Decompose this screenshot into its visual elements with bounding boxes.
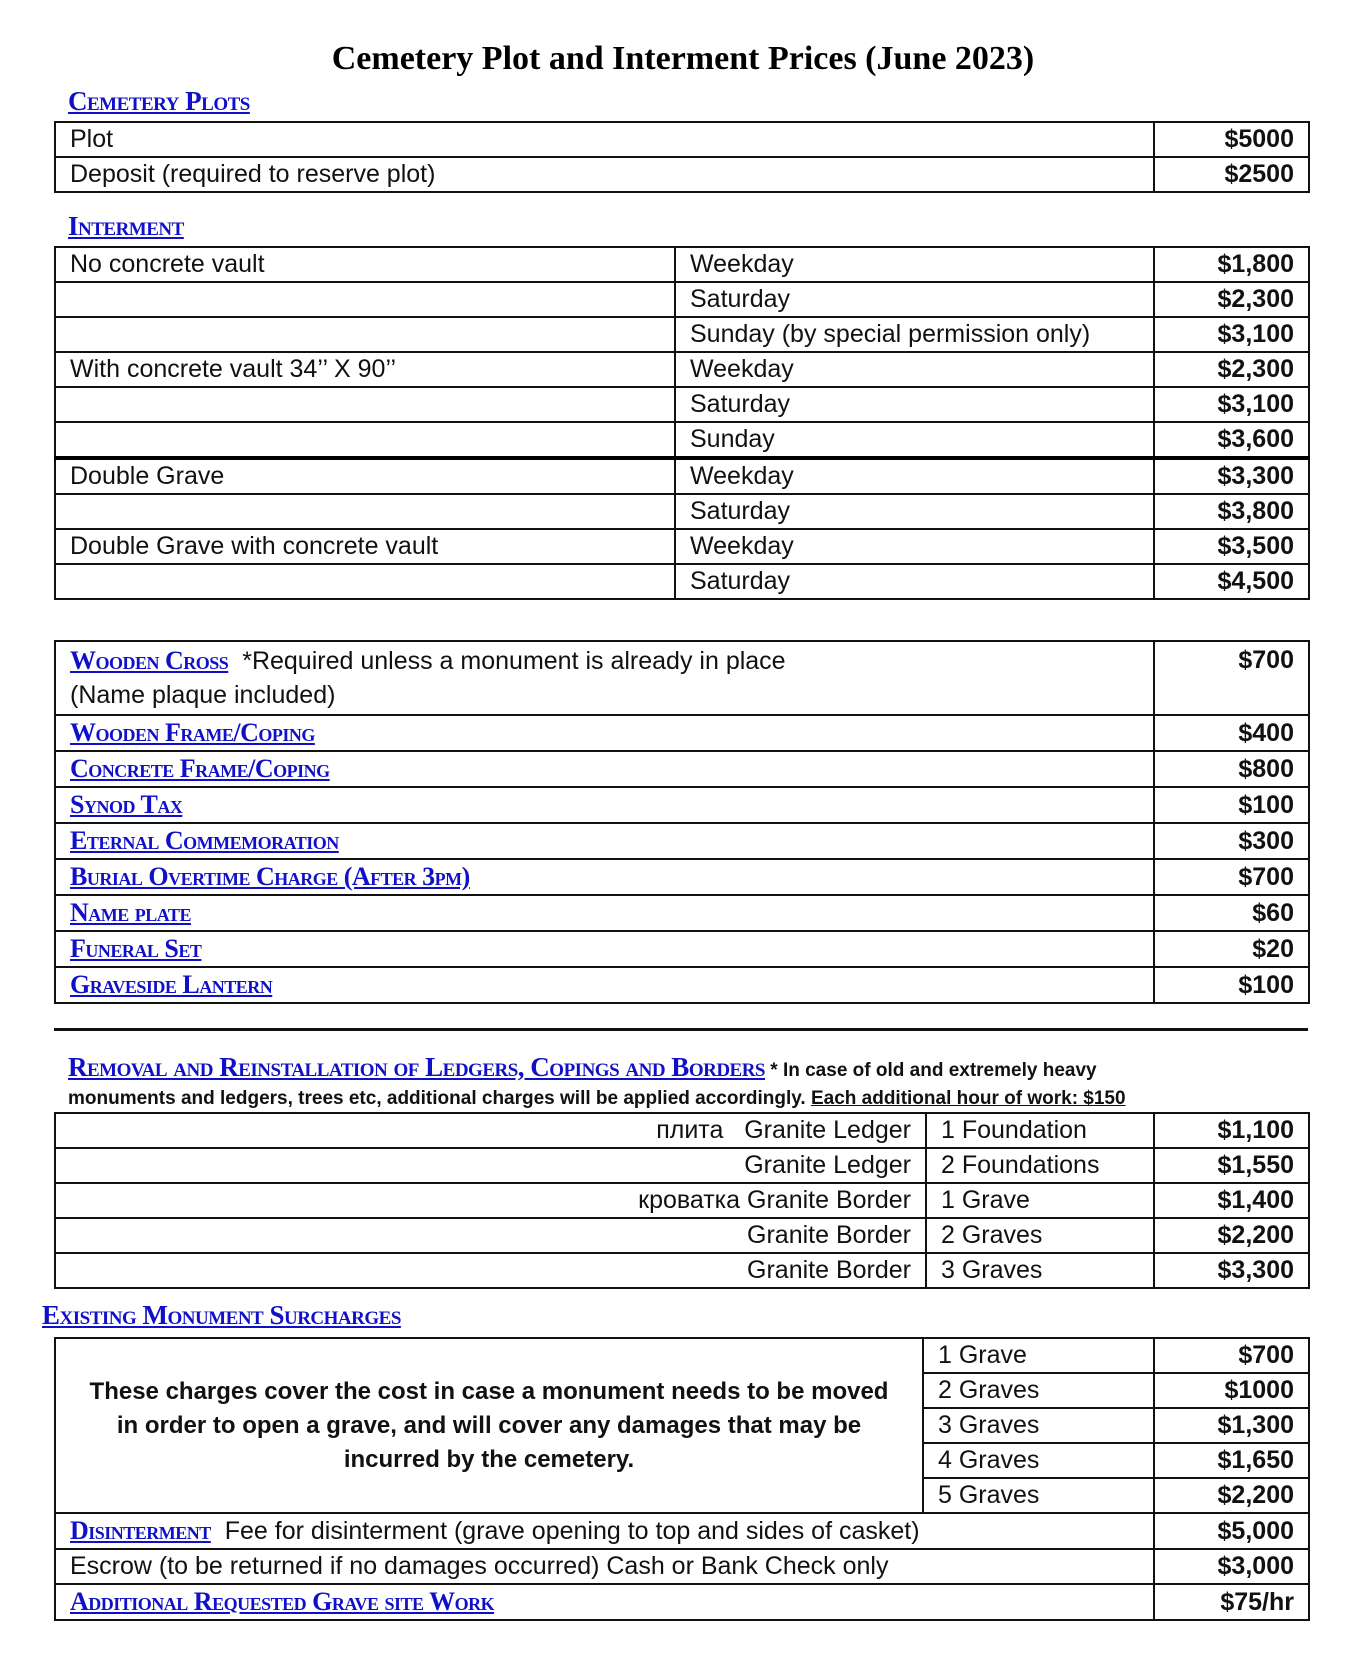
wooden-cross-price: $700 (1154, 641, 1309, 715)
extra-price: $300 (1154, 823, 1309, 859)
section-heading-wooden-cross[interactable]: Wooden Cross (70, 646, 229, 675)
table-row (55, 1549, 1309, 1584)
interment-day: Weekday (675, 247, 1154, 282)
surcharge-qty: 3 Graves (923, 1408, 1154, 1443)
removal-table (54, 1112, 1310, 1289)
interment-price: $3,100 (1154, 387, 1309, 422)
link-concrete-frame-coping[interactable]: Concrete Frame/Coping (70, 754, 330, 783)
removal-item-cell (55, 1253, 926, 1288)
interment-type (55, 422, 675, 458)
table-row (55, 1113, 1309, 1148)
extra-price: $700 (1154, 859, 1309, 895)
removal-item: Granite Ledger (744, 1116, 911, 1144)
interment-type: Double Grave (55, 458, 675, 494)
removal-item-cell (55, 1218, 926, 1253)
wooden-cross-note2: (Name plaque included) (70, 681, 336, 709)
surcharge-price: $1000 (1154, 1373, 1309, 1408)
removal-price: $1,550 (1154, 1148, 1309, 1183)
surcharge-qty: 1 Grave (923, 1338, 1154, 1373)
link-burial-overtime-charge[interactable]: Burial Overtime Charge (After 3pm) (70, 862, 470, 891)
interment-day: Saturday (675, 387, 1154, 422)
table-row (55, 931, 1309, 967)
interment-type (55, 564, 675, 599)
table-row (55, 122, 1309, 157)
deposit-price: $2500 (1154, 157, 1309, 192)
extras-table (54, 640, 1310, 1004)
section-heading-removal[interactable]: Removal and Reinstallation of Ledgers, Copings and Borders (68, 1052, 765, 1082)
section-heading-existing-monument-surcharges[interactable]: Existing Monument Surcharges (42, 1300, 401, 1330)
removal-note-line2: monuments and ledgers, trees etc, additional charges will be applied accordingly. (68, 1088, 806, 1109)
disinterment-price: $5,000 (1154, 1513, 1309, 1549)
interment-day: Weekday (675, 529, 1154, 564)
divider (54, 1028, 1308, 1031)
surcharge-description: These charges cover the cost in case a monument needs to be moved in order to open a grave, and will cover any damages that may be incurred by the cemetery. (55, 1338, 923, 1513)
surcharge-qty: 5 Graves (923, 1478, 1154, 1513)
interment-type: With concrete vault 34’’ X 90’’ (55, 352, 675, 387)
table-row (55, 1183, 1309, 1218)
additional-work-price: $75/hr (1154, 1584, 1309, 1620)
section-heading-interment[interactable]: Interment (68, 211, 184, 241)
table-row (55, 895, 1309, 931)
interment-type: No concrete vault (55, 247, 675, 282)
removal-price: $2,200 (1154, 1218, 1309, 1253)
extra-price: $800 (1154, 751, 1309, 787)
link-synod-tax[interactable]: Synod Tax (70, 790, 183, 819)
interment-day: Weekday (675, 352, 1154, 387)
interment-price: $4,500 (1154, 564, 1309, 599)
table-row (55, 641, 1309, 715)
wooden-cross-cell (55, 641, 1154, 715)
table-row (55, 715, 1309, 751)
surcharges-table (54, 1337, 1310, 1621)
interment-price: $2,300 (1154, 352, 1309, 387)
interment-day: Saturday (675, 282, 1154, 317)
section-heading-disinterment[interactable]: Disinterment (70, 1516, 211, 1545)
table-row (55, 317, 1309, 352)
escrow-label: Escrow (to be returned if no damages occurred) Cash or Bank Check only (55, 1549, 1154, 1584)
interment-price: $3,600 (1154, 422, 1309, 458)
table-row (55, 1338, 1309, 1373)
surcharge-qty: 4 Graves (923, 1443, 1154, 1478)
interment-price: $3,800 (1154, 494, 1309, 529)
interment-day: Sunday (by special permission only) (675, 317, 1154, 352)
removal-header (68, 1052, 1097, 1083)
interment-price: $3,100 (1154, 317, 1309, 352)
surcharge-qty: 2 Graves (923, 1373, 1154, 1408)
table-row (55, 352, 1309, 387)
interment-day: Sunday (675, 422, 1154, 458)
interment-day: Weekday (675, 458, 1154, 494)
table-row (55, 564, 1309, 599)
plots-table (54, 121, 1310, 193)
table-row (55, 1253, 1309, 1288)
interment-type (55, 494, 675, 529)
removal-item-cell (55, 1148, 926, 1183)
removal-ru-label: плита (656, 1116, 724, 1144)
interment-day: Saturday (675, 564, 1154, 599)
removal-hourly-rate: Each additional hour of work: $150 (810, 1088, 1126, 1109)
removal-qty: 1 Foundation (926, 1113, 1154, 1148)
table-row (55, 967, 1309, 1003)
extra-price: $60 (1154, 895, 1309, 931)
interment-price: $3,500 (1154, 529, 1309, 564)
removal-item-cell (55, 1183, 926, 1218)
surcharge-price: $2,200 (1154, 1478, 1309, 1513)
table-row (55, 247, 1309, 282)
surcharge-price: $700 (1154, 1338, 1309, 1373)
interment-type (55, 282, 675, 317)
escrow-price: $3,000 (1154, 1549, 1309, 1584)
interment-type (55, 317, 675, 352)
removal-item: Granite Border (747, 1256, 911, 1284)
removal-qty: 2 Foundations (926, 1148, 1154, 1183)
table-row (55, 1584, 1309, 1620)
removal-item: Granite Border (747, 1221, 911, 1249)
removal-qty: 1 Grave (926, 1183, 1154, 1218)
surcharge-price: $1,300 (1154, 1408, 1309, 1443)
interment-price: $1,800 (1154, 247, 1309, 282)
removal-price: $3,300 (1154, 1253, 1309, 1288)
table-row (55, 787, 1309, 823)
disinterment-cell (55, 1513, 1154, 1549)
deposit-label: Deposit (required to reserve plot) (55, 157, 1154, 192)
link-wooden-frame-coping[interactable]: Wooden Frame/Coping (70, 718, 315, 747)
removal-item: Granite Ledger (744, 1151, 911, 1179)
table-row (55, 282, 1309, 317)
interment-day: Saturday (675, 494, 1154, 529)
removal-item-cell (55, 1113, 926, 1148)
link-eternal-commemoration[interactable]: Eternal Commemoration (70, 826, 339, 855)
table-row (55, 458, 1309, 494)
link-funeral-set[interactable]: Funeral Set (70, 934, 202, 963)
table-row (55, 751, 1309, 787)
table-row (55, 1513, 1309, 1549)
additional-work-cell (55, 1584, 1154, 1620)
wooden-cross-note: *Required unless a monument is already in place (242, 647, 786, 675)
removal-note: * In case of old and extremely heavy (770, 1060, 1097, 1081)
page-title: Cemetery Plot and Interment Prices (June 2023) (331, 40, 1035, 77)
removal-note-line2-wrap (68, 1088, 1126, 1110)
disinterment-label: Fee for disinterment (grave opening to top and sides of casket) (224, 1517, 920, 1545)
section-heading-additional-work[interactable]: Additional Requested Grave site Work (70, 1587, 495, 1616)
table-row (55, 387, 1309, 422)
removal-item: Granite Border (747, 1186, 911, 1214)
table-row (55, 422, 1309, 458)
interment-table (54, 246, 1310, 600)
surcharge-price: $1,650 (1154, 1443, 1309, 1478)
removal-price: $1,100 (1154, 1113, 1309, 1148)
link-name-plate[interactable]: Name plate (70, 898, 191, 927)
removal-qty: 2 Graves (926, 1218, 1154, 1253)
table-row (55, 494, 1309, 529)
table-row (55, 1148, 1309, 1183)
link-graveside-lantern[interactable]: Graveside Lantern (70, 970, 273, 999)
extra-price: $100 (1154, 967, 1309, 1003)
plot-price: $5000 (1154, 122, 1309, 157)
table-row (55, 529, 1309, 564)
section-heading-cemetery-plots[interactable]: Cemetery Plots (68, 86, 250, 116)
plot-label: Plot (55, 122, 1154, 157)
table-row (55, 157, 1309, 192)
removal-ru-label: кроватка (638, 1186, 741, 1214)
interment-type (55, 387, 675, 422)
extra-price: $20 (1154, 931, 1309, 967)
removal-price: $1,400 (1154, 1183, 1309, 1218)
interment-price: $2,300 (1154, 282, 1309, 317)
table-row (55, 1218, 1309, 1253)
removal-qty: 3 Graves (926, 1253, 1154, 1288)
table-row (55, 823, 1309, 859)
extra-price: $100 (1154, 787, 1309, 823)
interment-price: $3,300 (1154, 458, 1309, 494)
table-row (55, 859, 1309, 895)
extra-price: $400 (1154, 715, 1309, 751)
interment-type: Double Grave with concrete vault (55, 529, 675, 564)
